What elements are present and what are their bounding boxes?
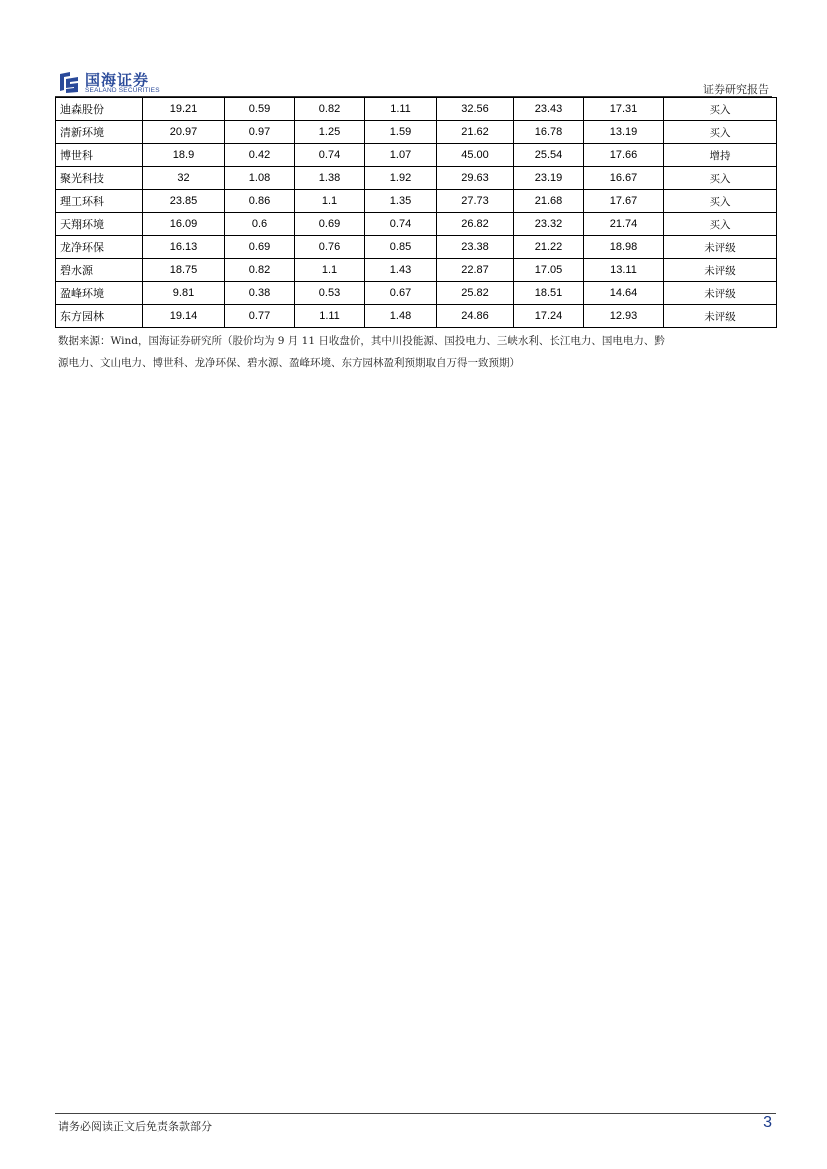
value-cell: 1.11 — [295, 305, 365, 328]
sealand-logo-icon — [58, 70, 80, 94]
table-row — [56, 121, 777, 144]
value-cell: 18.75 — [143, 259, 225, 282]
table-row — [56, 167, 777, 190]
value-cell: 19.21 — [143, 98, 225, 121]
value-cell: 0.82 — [295, 98, 365, 121]
value-cell: 25.82 — [437, 282, 514, 305]
value-cell: 1.48 — [365, 305, 437, 328]
value-cell: 1.92 — [365, 167, 437, 190]
value-cell: 13.19 — [584, 121, 664, 144]
rating-cell: 买入 — [664, 98, 777, 121]
value-cell: 16.13 — [143, 236, 225, 259]
value-cell: 25.54 — [514, 144, 584, 167]
value-cell: 21.22 — [514, 236, 584, 259]
value-cell: 18.51 — [514, 282, 584, 305]
value-cell: 0.77 — [225, 305, 295, 328]
table-row — [56, 282, 777, 305]
rating-cell: 买入 — [664, 213, 777, 236]
value-cell: 0.42 — [225, 144, 295, 167]
disclaimer-text: 请务必阅读正文后免责条款部分 — [58, 1120, 212, 1133]
table-row — [56, 213, 777, 236]
value-cell: 32.56 — [437, 98, 514, 121]
value-cell: 32 — [143, 167, 225, 190]
value-cell: 21.68 — [514, 190, 584, 213]
value-cell: 27.73 — [437, 190, 514, 213]
value-cell: 1.35 — [365, 190, 437, 213]
value-cell: 17.66 — [584, 144, 664, 167]
valuation-table — [55, 97, 777, 328]
stock-name-cell: 龙净环保 — [56, 236, 143, 259]
value-cell: 12.93 — [584, 305, 664, 328]
source-note-line: 数据来源：Wind，国海证券研究所（股价均为 9 月 11 日收盘价，其中川投能源、国投电力、三峡水利、长江电力、国电电力、黔 — [58, 335, 665, 347]
rating-cell: 买入 — [664, 167, 777, 190]
value-cell: 0.59 — [225, 98, 295, 121]
logo-chinese-text: 国海证券 — [85, 71, 150, 89]
value-cell: 0.74 — [365, 213, 437, 236]
value-cell: 0.6 — [225, 213, 295, 236]
value-cell: 18.98 — [584, 236, 664, 259]
table-row — [56, 98, 777, 121]
value-cell: 21.62 — [437, 121, 514, 144]
value-cell: 23.85 — [143, 190, 225, 213]
value-cell: 21.74 — [584, 213, 664, 236]
value-cell: 1.59 — [365, 121, 437, 144]
rating-cell: 未评级 — [664, 259, 777, 282]
value-cell: 1.07 — [365, 144, 437, 167]
value-cell: 1.25 — [295, 121, 365, 144]
value-cell: 9.81 — [143, 282, 225, 305]
value-cell: 17.24 — [514, 305, 584, 328]
value-cell: 0.85 — [365, 236, 437, 259]
rating-cell: 买入 — [664, 121, 777, 144]
value-cell: 20.97 — [143, 121, 225, 144]
value-cell: 1.11 — [365, 98, 437, 121]
value-cell: 0.69 — [225, 236, 295, 259]
value-cell: 0.38 — [225, 282, 295, 305]
value-cell: 23.43 — [514, 98, 584, 121]
value-cell: 0.76 — [295, 236, 365, 259]
value-cell: 0.74 — [295, 144, 365, 167]
value-cell: 22.87 — [437, 259, 514, 282]
value-cell: 14.64 — [584, 282, 664, 305]
value-cell: 18.9 — [143, 144, 225, 167]
footer-divider — [55, 1113, 776, 1114]
value-cell: 19.14 — [143, 305, 225, 328]
stock-name-cell: 理工环科 — [56, 190, 143, 213]
stock-name-cell: 迪森股份 — [56, 98, 143, 121]
stock-name-cell: 清新环境 — [56, 121, 143, 144]
value-cell: 16.09 — [143, 213, 225, 236]
logo-english-text: SEALAND SECURITIES — [85, 87, 160, 94]
table-row — [56, 259, 777, 282]
value-cell: 1.1 — [295, 259, 365, 282]
stock-name-cell: 博世科 — [56, 144, 143, 167]
document-type: 证券研究报告 — [703, 83, 769, 96]
rating-cell: 未评级 — [664, 236, 777, 259]
value-cell: 13.11 — [584, 259, 664, 282]
rating-cell: 买入 — [664, 190, 777, 213]
value-cell: 0.53 — [295, 282, 365, 305]
value-cell: 23.19 — [514, 167, 584, 190]
value-cell: 1.38 — [295, 167, 365, 190]
rating-cell: 增持 — [664, 144, 777, 167]
value-cell: 23.32 — [514, 213, 584, 236]
value-cell: 17.31 — [584, 98, 664, 121]
value-cell: 16.78 — [514, 121, 584, 144]
table-row — [56, 144, 777, 167]
value-cell: 29.63 — [437, 167, 514, 190]
value-cell: 45.00 — [437, 144, 514, 167]
value-cell: 1.08 — [225, 167, 295, 190]
value-cell: 1.43 — [365, 259, 437, 282]
stock-name-cell: 东方园林 — [56, 305, 143, 328]
value-cell: 24.86 — [437, 305, 514, 328]
stock-name-cell: 聚光科技 — [56, 167, 143, 190]
table-row — [56, 190, 777, 213]
value-cell: 1.1 — [295, 190, 365, 213]
stock-name-cell: 盈峰环境 — [56, 282, 143, 305]
value-cell: 23.38 — [437, 236, 514, 259]
stock-name-cell: 碧水源 — [56, 259, 143, 282]
value-cell: 17.67 — [584, 190, 664, 213]
table-row — [56, 305, 777, 328]
value-cell: 16.67 — [584, 167, 664, 190]
value-cell: 0.82 — [225, 259, 295, 282]
value-cell: 0.69 — [295, 213, 365, 236]
table-row — [56, 236, 777, 259]
stock-name-cell: 天翔环境 — [56, 213, 143, 236]
value-cell: 0.86 — [225, 190, 295, 213]
rating-cell: 未评级 — [664, 305, 777, 328]
value-cell: 17.05 — [514, 259, 584, 282]
value-cell: 0.67 — [365, 282, 437, 305]
page-number: 3 — [763, 1114, 772, 1131]
value-cell: 26.82 — [437, 213, 514, 236]
value-cell: 0.97 — [225, 121, 295, 144]
source-note-line: 源电力、文山电力、博世科、龙净环保、碧水源、盈峰环境、东方园林盈利预期取自万得一致预期） — [58, 357, 520, 369]
table-body — [56, 98, 777, 328]
data-source-note — [58, 330, 776, 374]
page-header — [55, 68, 771, 98]
rating-cell: 未评级 — [664, 282, 777, 305]
